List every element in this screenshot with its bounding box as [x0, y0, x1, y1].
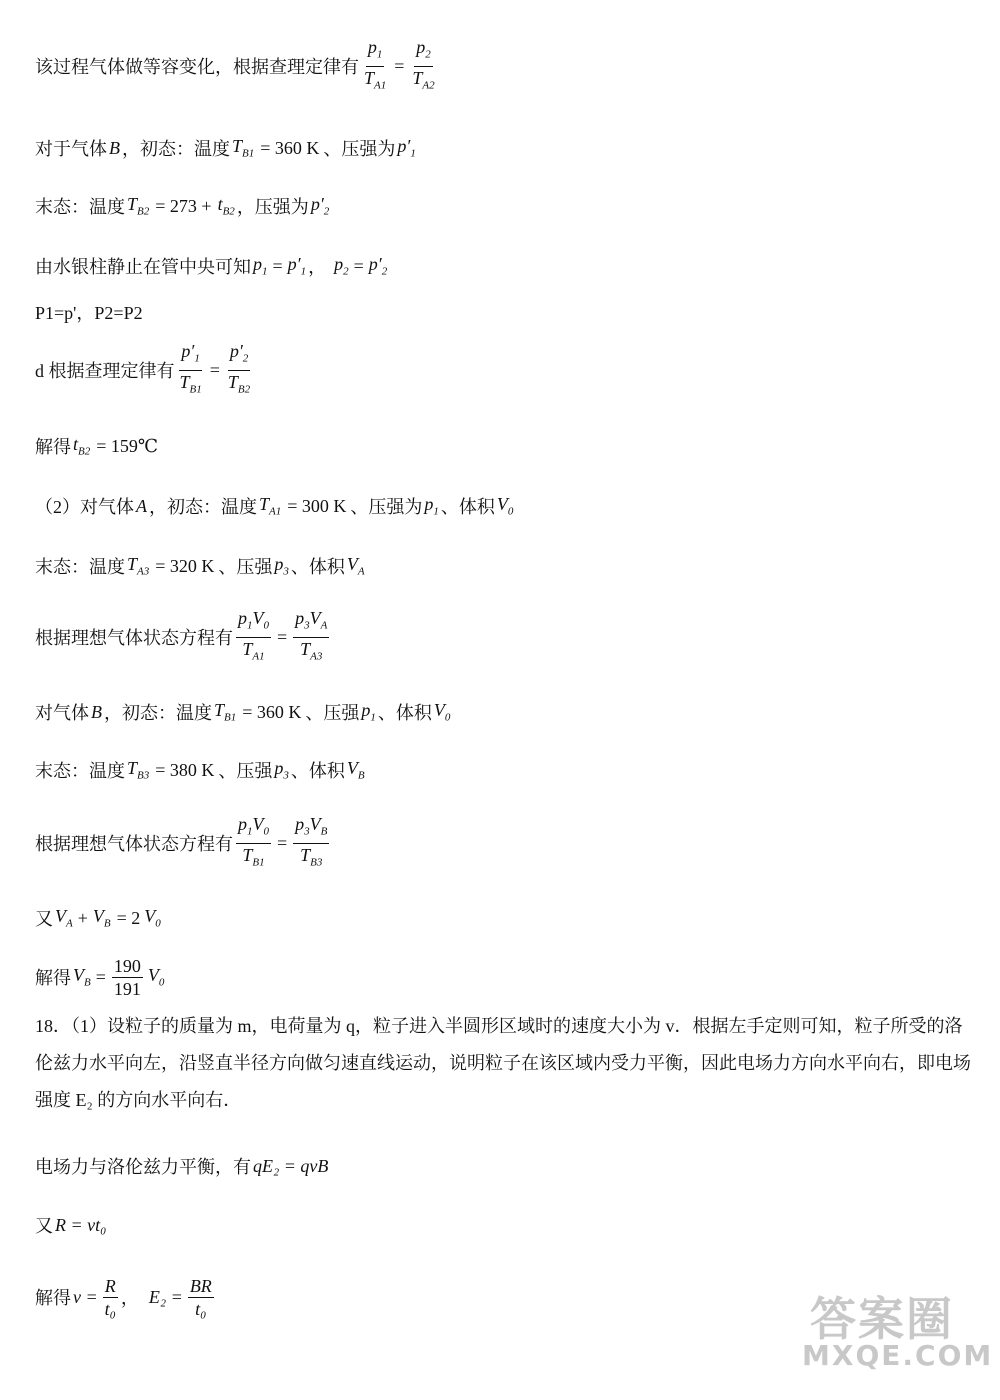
- fraction: $\frac{p_3V_A}{T_{A3}}$: [295, 607, 328, 663]
- line-text: ，初态：温度: [149, 497, 257, 517]
- line-text: 、体积: [290, 557, 345, 577]
- line-gas-b-initial: 对于气体 B ，初态：温度 $T_{B1}$ = 360 K 、压强为 $p'_1$: [35, 136, 416, 160]
- line-text: d 根据查理定律有: [35, 361, 175, 381]
- line-text: 根据理想气体状态方程有: [35, 834, 233, 854]
- line-solution-volume: 解得 $V_B$ = $\frac{190}{191}$ $V_0$: [35, 955, 165, 999]
- line-text: 该过程气体做等容变化，根据查理定律有: [35, 57, 359, 77]
- line-text: 、体积: [377, 703, 432, 723]
- fraction: $\frac{p_1V_0}{T_{A1}}$: [238, 607, 269, 663]
- equation: v =: [73, 1286, 98, 1307]
- line-pressure-equal: 由水银柱静止在管中央可知 $p_1$ = $p'_1$ ， $p_2$ = $p'_2$: [35, 254, 388, 278]
- line-text: 、压强: [218, 761, 273, 781]
- line-text: P1=p'，P2=P2: [35, 303, 143, 323]
- line-text: 、压强: [218, 557, 273, 577]
- line-ideal-gas-b: 根据理想气体状态方程有 $\frac{p_1V_0}{T_{B1}}$ = $\frac{p_3V_B}{T_{B3}}$: [35, 813, 975, 873]
- line-text: 由水银柱静止在管中央可知: [35, 257, 251, 277]
- fraction: $\frac{p_1V_0}{T_{B1}}$: [238, 813, 269, 869]
- line-text: 末态：温度: [35, 761, 125, 781]
- line-text: 解得: [35, 437, 71, 457]
- line-ideal-gas-a: 根据理想气体状态方程有 $\frac{p_1V_0}{T_{A1}}$ = $\frac{p_3V_A}{T_{A3}}$: [35, 607, 975, 667]
- equation: qE₂ = qvB: [253, 1155, 329, 1176]
- equation: E₂ =: [148, 1286, 183, 1307]
- var-a: A: [136, 495, 147, 516]
- value: = 360 K: [260, 137, 320, 158]
- line-part2-gas-a-initial: （2）对气体 A ，初态：温度 $T_{A1}$ = 300 K 、压强为 $p_1$ 、体积 $V_0$: [35, 494, 514, 518]
- fraction: [112, 956, 143, 999]
- fraction: $\frac{p'_2}{T_{B2}}$: [227, 340, 251, 396]
- line-text: 电场力与洛伦兹力平衡，有: [35, 1157, 251, 1177]
- numerator: BR: [189, 1275, 212, 1296]
- fraction: [103, 1276, 118, 1319]
- line-radius: [35, 1195, 975, 1255]
- line-text: 、压强为: [323, 139, 396, 159]
- fraction: $\frac{p'_1}{T_{B1}}$: [179, 340, 202, 396]
- line-text: 解得: [35, 968, 71, 988]
- line-text: 根据理想气体状态方程有: [35, 628, 233, 648]
- line-text: 、体积: [440, 497, 495, 517]
- numerator: R: [104, 1275, 116, 1296]
- line-text: 、压强: [305, 703, 360, 723]
- line-charles-law-a: 该过程气体做等容变化，根据查理定律有 $\frac{p_1}{T_{A1}}$ = $\frac{p_2}{T_{A2}}$: [35, 36, 975, 96]
- line-text: ，初态：温度: [122, 139, 230, 159]
- line-text: 又: [35, 1216, 53, 1236]
- line-part2-gas-b-final: 末态：温度 $T_{B3}$ = 380 K 、压强 $p_3$ 、体积 $V_B$: [35, 758, 365, 782]
- denominator: 191: [113, 978, 141, 999]
- line-text: ，压强为: [236, 197, 309, 217]
- value: = 360 K: [242, 701, 302, 722]
- fraction: $\frac{p_1}{T_{A1}}$: [364, 36, 387, 92]
- line-text: 末态：温度: [35, 197, 125, 217]
- separator: ，: [120, 1288, 139, 1308]
- fraction: $\frac{p_3V_B}{T_{B3}}$: [295, 813, 328, 869]
- equation: R = vt₀: [55, 1214, 107, 1235]
- line-text: 末态：温度: [35, 557, 125, 577]
- fraction: $\frac{p_2}{T_{A2}}$: [412, 36, 435, 92]
- line-text: 对气体: [35, 703, 89, 723]
- line-text: 、体积: [290, 761, 345, 781]
- value: = 320 K: [155, 555, 215, 576]
- watermark-logo: [790, 1283, 994, 1378]
- denominator: t₀: [195, 1298, 207, 1319]
- value: = 2: [116, 907, 141, 928]
- value: = 159℃: [96, 435, 159, 456]
- value: = 380 K: [155, 759, 215, 780]
- numerator: 190: [113, 955, 141, 976]
- var-b: B: [109, 137, 120, 158]
- watermark-top-text: 答案圈: [810, 1292, 954, 1346]
- line-charles-law-b: d 根据查理定律有 $\frac{p'_1}{T_{B1}}$ = $\frac{p'_2}{T_{B2}}$: [35, 340, 975, 400]
- watermark-url: MXQE.COM: [802, 1339, 994, 1372]
- value: = 273 +: [155, 195, 212, 216]
- line-solution-temp: 解得 $t_{B2}$ = 159℃: [35, 434, 159, 458]
- line-text: ，初态：温度: [104, 703, 212, 723]
- line-text: 又: [35, 909, 53, 929]
- line-volume-sum: 又 $V_A$ + $V_B$ = 2 $V_0$: [35, 906, 161, 930]
- line-text: （2）对气体: [35, 497, 134, 517]
- line-force-balance: [35, 1136, 975, 1196]
- value: = 300 K: [287, 495, 347, 516]
- line-text: 、压强为: [350, 497, 423, 517]
- line-text: 解得: [35, 1288, 71, 1308]
- var-b: B: [91, 701, 102, 722]
- line-gas-b-final: 末态：温度 $T_{B2}$ = 273 + $t_{B2}$ ，压强为 $p'_2$: [35, 194, 330, 218]
- line-text: 对于气体: [35, 139, 107, 159]
- line-note: [35, 282, 975, 342]
- fraction: [188, 1276, 214, 1319]
- problem-18-paragraph: 18．（1）设粒子的质量为 m，电荷量为 q，粒子进入半圆形区域时的速度大小为 v．根据左手定则可知，粒子所受的洛伦兹力水平向左，沿竖直半径方向做匀速直线运动，说明粒子在该区域内受力平衡，因此电场力方向水平向右，即电场强度 E₂ 的方向水平向右．: [35, 1016, 971, 1110]
- line-part2-gas-a-final: 末态：温度 $T_{A3}$ = 320 K 、压强 $p_3$ 、体积 $V_A$: [35, 554, 365, 578]
- denominator: t₀: [104, 1298, 116, 1319]
- line-part2-gas-b-initial: 对气体 B ，初态：温度 $T_{B1}$ = 360 K 、压强 $p_1$ 、体积 $V_0$: [35, 700, 451, 724]
